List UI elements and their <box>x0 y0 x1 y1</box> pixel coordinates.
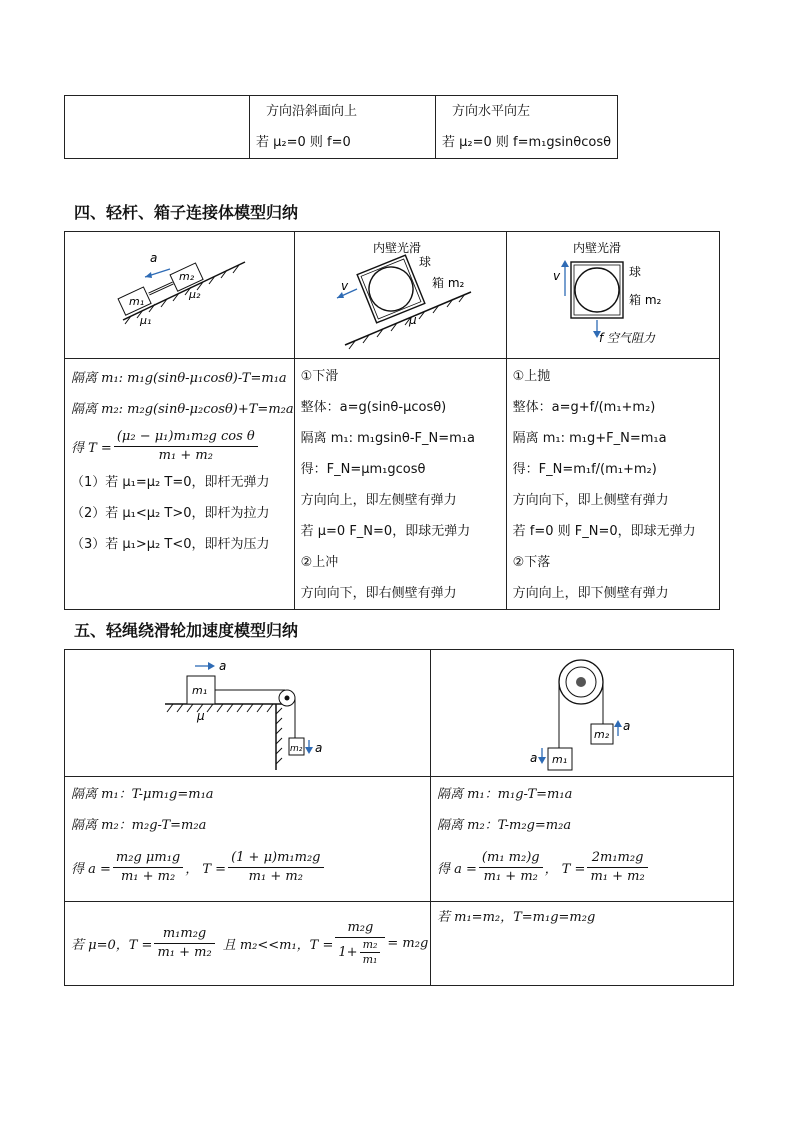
pulley-limit-mid: 且 m₂<<m₁，T = <box>222 937 334 953</box>
throw-line-2: 整体：a=g+f/(m₁+m₂) <box>512 400 656 415</box>
atwood-m2-label: m₂ <box>594 728 610 741</box>
throw-box-label: 箱 m₂ <box>628 293 661 307</box>
throw-ball-label: 球 <box>628 265 641 279</box>
box-ball-label: 球 <box>418 255 431 269</box>
pulley-result <box>65 841 430 893</box>
rod-derivation-cell <box>65 359 295 610</box>
throw-derivation-cell <box>506 359 719 610</box>
box-line-5: 方向向上，即左侧壁有弹力 <box>300 493 457 508</box>
incline-condition: 若 μ₂=0 则 f=0 <box>256 135 351 150</box>
atwood-figure <box>431 650 733 772</box>
pulley-limit-fraction-1 <box>154 925 214 962</box>
pulley-a-denominator: m₁ + m₂ <box>120 868 176 884</box>
pulley-m2-label: m₂ <box>290 744 303 754</box>
pulley-a-numerator: m₂g μm₁g <box>113 849 183 868</box>
box-line-4: 得：F_N=μm₁gcosθ <box>300 462 426 477</box>
pulley-limit-num-2: m₂g <box>335 919 385 938</box>
top-table <box>64 95 618 159</box>
pulley-mu-label: μ <box>197 709 205 723</box>
pulley-limit-num-1: m₁m₂g <box>154 925 214 944</box>
box-top-label: 内壁光滑 <box>372 241 421 255</box>
pulley-limit-suffix: = m₂g <box>387 935 429 951</box>
pulley-t-numerator: (1 + μ)m₁m₂g <box>228 849 323 868</box>
rod-formula-prefix: 得 T = <box>71 440 112 456</box>
pulley-line-1: 隔离 m₁：T-μm₁g=m₁a <box>71 787 214 802</box>
pulley-result-t: ， T = <box>185 861 227 877</box>
atwood-limit-line: 若 m₁=m₂，T=m₁g=m₂g <box>437 910 596 925</box>
atwood-t-fraction <box>587 849 647 886</box>
fig-pulley-table-cell <box>65 650 431 777</box>
pulley-t-denominator: m₁ + m₂ <box>248 868 303 884</box>
throw-line-7: ②下落 <box>512 555 551 570</box>
rod-formula-denominator: m₁ + m₂ <box>158 447 213 463</box>
atwood-m1-label: m₁ <box>552 753 568 766</box>
fig-rod-incline-cell <box>65 232 295 359</box>
pulley-limit-prefix: 若 μ=0，T = <box>71 937 153 953</box>
rod-case-3: （3）若 μ₁>μ₂ T<0，即杆为压力 <box>71 537 270 552</box>
pulley-limit-cell <box>65 902 431 986</box>
rod-line-2: 隔离 m₂: m₂g(sinθ-μ₂cosθ)+T=m₂a <box>71 402 294 417</box>
pulley-a-fraction <box>113 849 183 886</box>
atwood-t-numerator: 2m₁m₂g <box>587 849 647 868</box>
pulley-limit-den-1: m₁ + m₂ <box>157 944 212 960</box>
throw-f-label: f 空气阻力 <box>598 331 655 345</box>
pulley-a2-label: a <box>315 741 323 755</box>
section5-table <box>64 649 734 986</box>
pulley-limit-inner-num: m₂ <box>360 938 381 953</box>
atwood-result-t: ， T = <box>544 861 586 877</box>
box-line-1: ①下滑 <box>300 369 339 384</box>
throw-line-8: 方向向上，即下侧壁有弹力 <box>512 586 669 601</box>
rod-case-2: （2）若 μ₁<μ₂ T>0，即杆为拉力 <box>71 506 270 521</box>
box-derivation-cell <box>294 359 506 610</box>
box-line-6: 若 μ=0 F_N=0，即球无弹力 <box>300 524 471 539</box>
top-table-cell-horizontal <box>436 96 618 159</box>
atwood-derivation-cell <box>431 777 734 902</box>
rod-line-1: 隔离 m₁: m₁g(sinθ-μ₁cosθ)-T=m₁a <box>71 371 287 386</box>
pulley-limit-den-one: 1+ <box>338 944 358 960</box>
atwood-limit-cell <box>431 902 734 986</box>
rod-mu2-label: μ₂ <box>189 288 201 301</box>
box-mu-label: μ <box>408 313 417 327</box>
pulley-table-figure <box>65 650 429 772</box>
section4-heading: 四、轻杆、箱子连接体模型归纳 <box>74 203 299 222</box>
pulley-derivation-cell <box>65 777 431 902</box>
atwood-a1-label: a <box>530 751 538 765</box>
pulley-limit-inner-fraction <box>360 938 381 967</box>
box-line-3: 隔离 m₁: m₁gsinθ-F_N=m₁a <box>300 431 475 446</box>
pulley-limit-den-2 <box>335 938 385 967</box>
throw-line-4: 得：F_N=m₁f/(m₁+m₂) <box>512 462 657 477</box>
throw-line-5: 方向向下，即上侧壁有弹力 <box>512 493 669 508</box>
box-box-label: 箱 m₂ <box>431 276 464 290</box>
pulley-m1-label: m₁ <box>192 684 208 697</box>
throw-line-1: ①上抛 <box>512 369 551 384</box>
throw-line-6: 若 f=0 则 F_N=0，即球无弹力 <box>512 524 696 539</box>
fig-atwood-cell <box>431 650 734 777</box>
box-line-7: ②上冲 <box>300 555 339 570</box>
box-line-8: 方向向下，即右侧壁有弹力 <box>300 586 457 601</box>
box-throw-figure <box>507 232 719 354</box>
rod-case-1: （1）若 μ₁=μ₂ T=0，即杆无弹力 <box>71 475 270 490</box>
horizontal-condition: 若 μ₂=0 则 f=m₁gsinθcosθ <box>442 135 612 150</box>
rod-formula <box>65 425 294 467</box>
section4-table <box>64 231 720 610</box>
atwood-line-2: 隔离 m₂：T-m₂g=m₂a <box>437 818 572 833</box>
horizontal-direction: 方向水平向左 <box>452 104 531 119</box>
pulley-line-2: 隔离 m₂：m₂g-T=m₂a <box>71 818 207 833</box>
pulley-result-a: 得 a = <box>71 861 111 877</box>
top-table-empty-cell <box>65 96 250 159</box>
rod-m1-label: m₁ <box>129 295 145 308</box>
fig-box-incline-cell <box>294 232 506 359</box>
throw-v-label: v <box>552 269 560 283</box>
atwood-a-denominator: m₁ + m₂ <box>483 868 538 884</box>
pulley-limit-formula <box>65 902 430 984</box>
pulley-limit-inner-den: m₁ <box>362 953 378 966</box>
box-v-label: v <box>340 279 348 293</box>
rod-m2-label: m₂ <box>179 270 195 283</box>
atwood-line-1: 隔离 m₁：m₁g-T=m₁a <box>437 787 573 802</box>
throw-line-3: 隔离 m₁: m₁g+F_N=m₁a <box>512 431 667 446</box>
atwood-t-denominator: m₁ + m₂ <box>590 868 645 884</box>
throw-top-label: 内壁光滑 <box>572 241 621 255</box>
incline-direction: 方向沿斜面向上 <box>266 104 358 119</box>
pulley-t-fraction <box>228 849 323 886</box>
rod-incline-figure <box>65 232 291 354</box>
section5-heading: 五、轻绳绕滑轮加速度模型归纳 <box>74 621 299 640</box>
rod-formula-numerator: (μ₂ − μ₁)m₁m₂g cos θ <box>114 428 258 447</box>
rod-mu1-label: μ₁ <box>140 314 152 327</box>
rod-a-label: a <box>150 251 158 265</box>
rod-formula-fraction <box>114 428 258 465</box>
atwood-a-numerator: (m₁ m₂)g <box>479 849 543 868</box>
pulley-limit-fraction-2 <box>335 919 385 967</box>
pulley-a-label: a <box>219 659 227 673</box>
atwood-a2-label: a <box>623 719 631 733</box>
top-table-cell-incline <box>250 96 436 159</box>
atwood-a-fraction <box>479 849 543 886</box>
box-incline-figure <box>295 232 506 354</box>
box-line-2: 整体：a=g(sinθ-μcosθ) <box>300 400 447 415</box>
atwood-result <box>431 841 733 893</box>
atwood-result-a: 得 a = <box>437 861 477 877</box>
fig-box-throw-cell <box>506 232 719 359</box>
